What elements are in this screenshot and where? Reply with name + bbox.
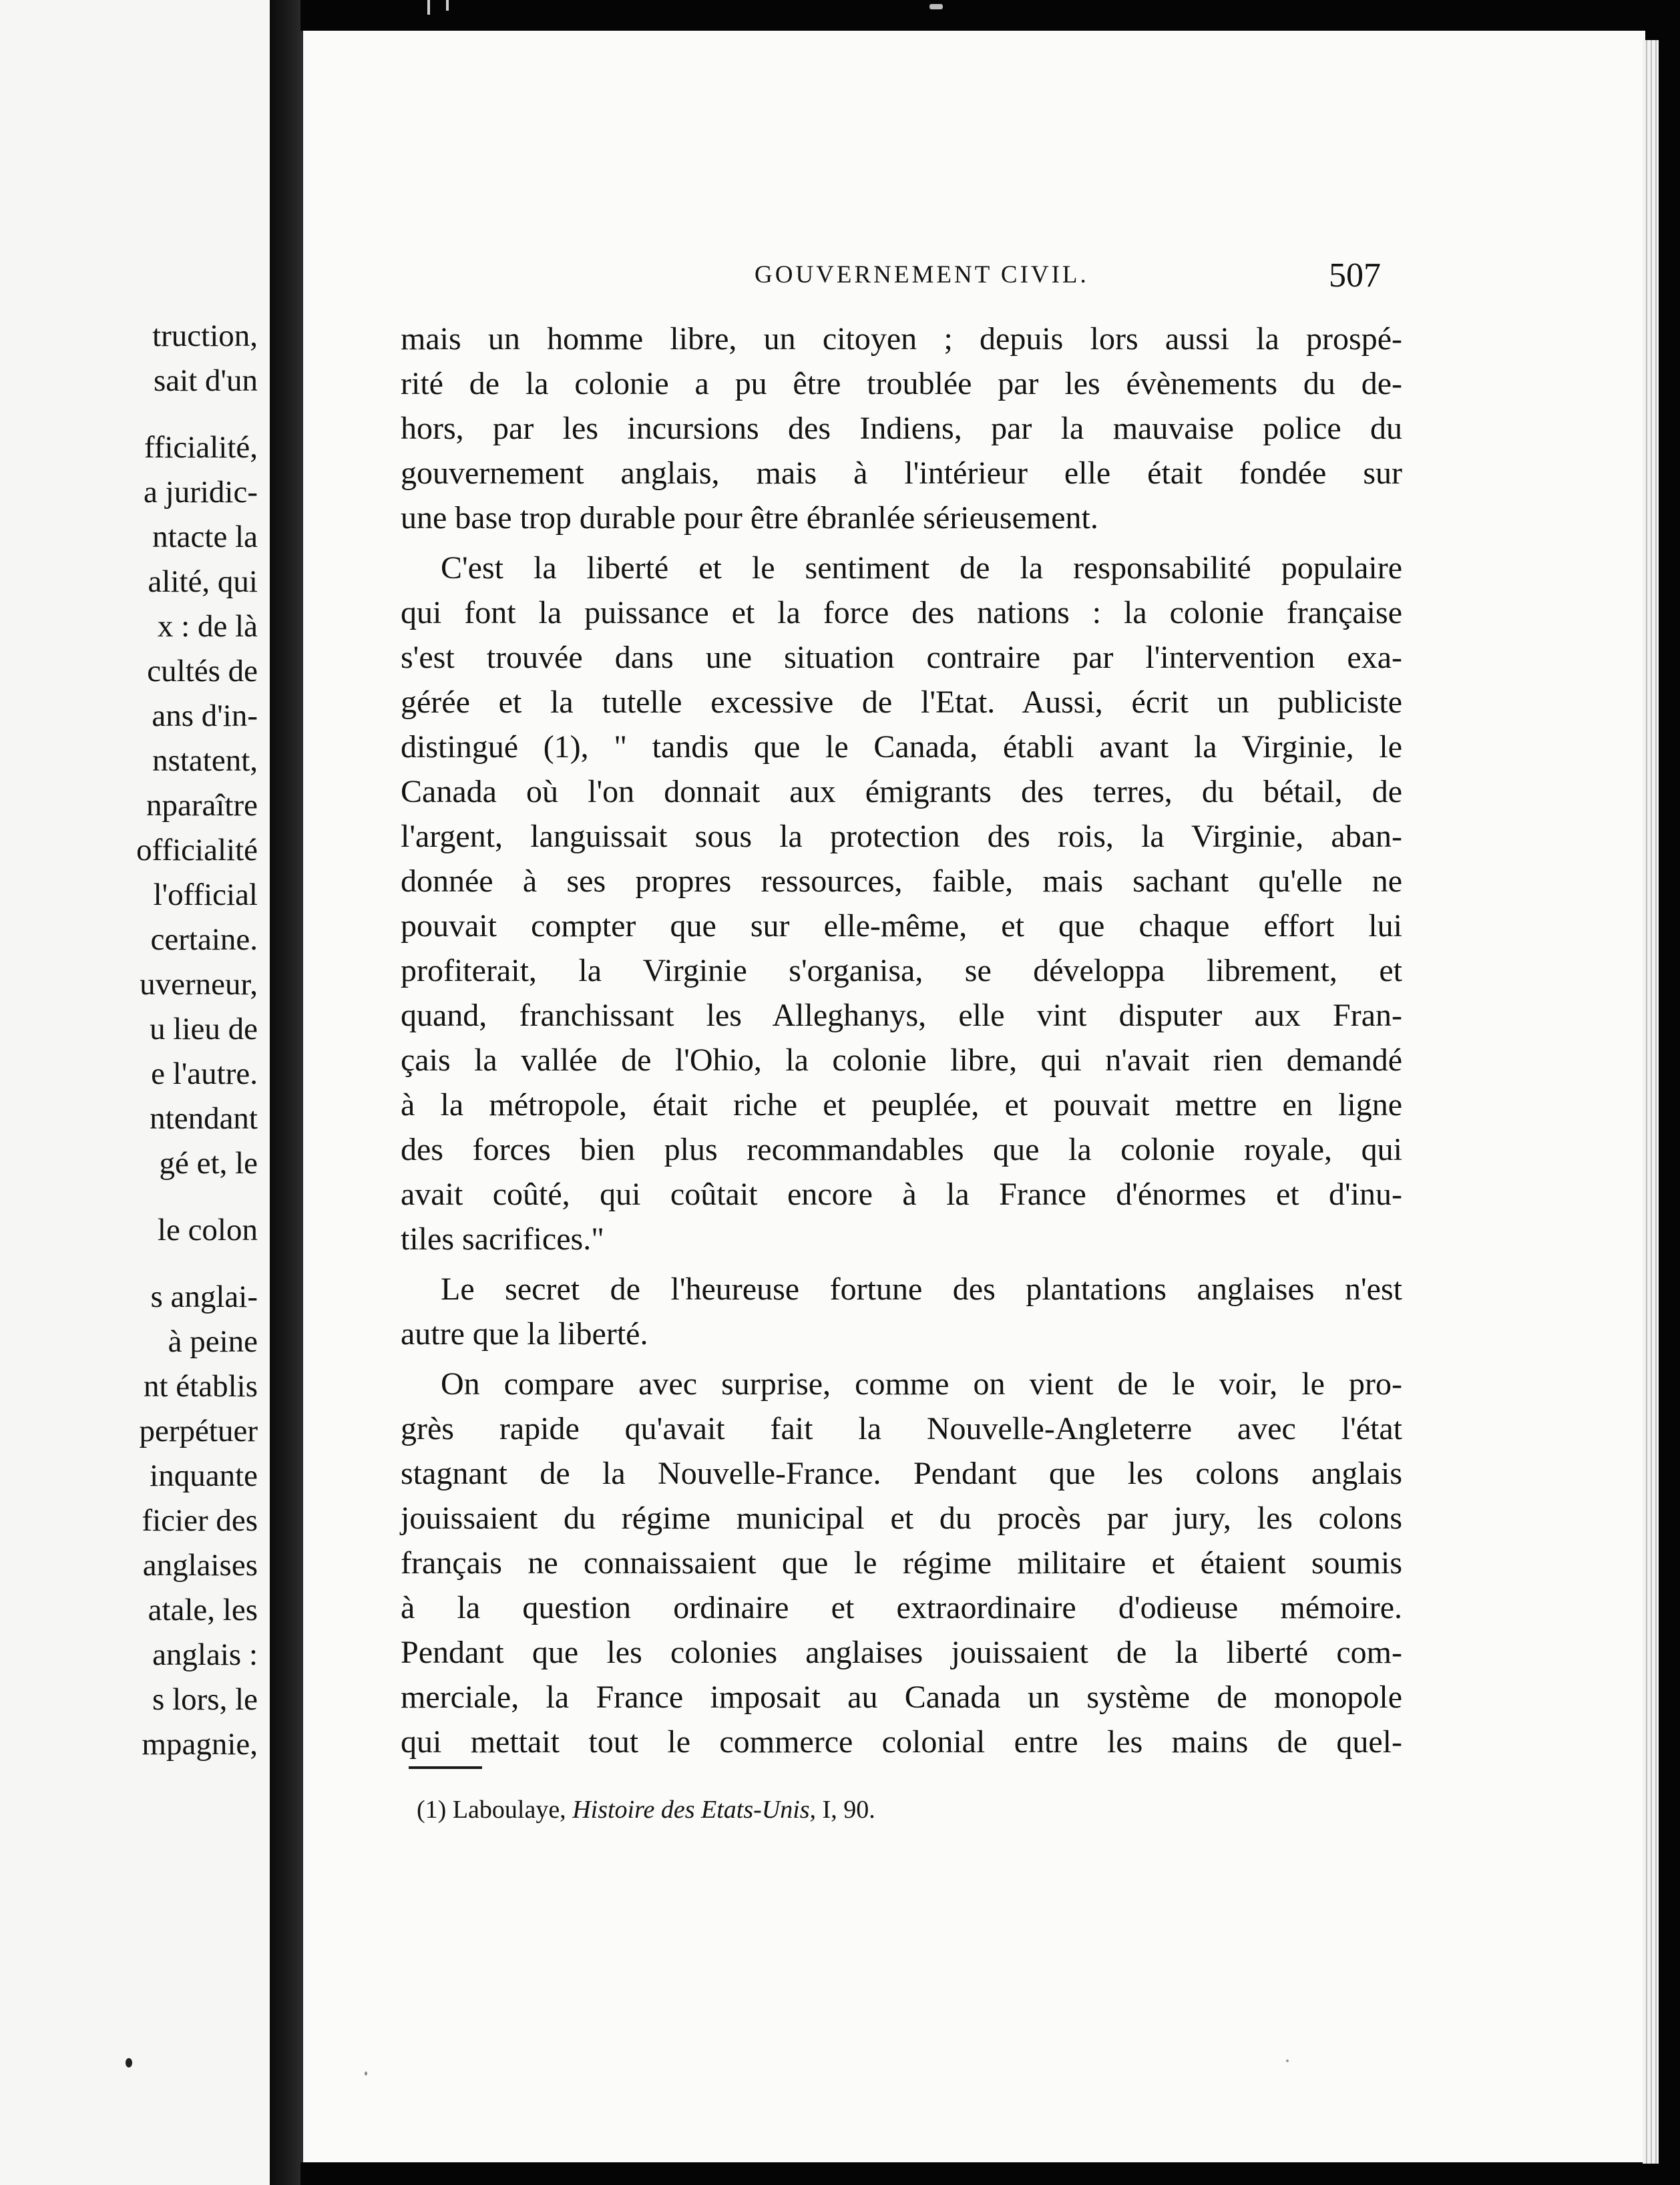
body-line: quand, franchissant les Alleghanys, elle vint disputer aux Fran-	[401, 998, 1402, 1033]
scan-mark	[427, 0, 430, 15]
left-page-line: atale, les	[148, 1593, 258, 1627]
body-line: rité de la colonie a pu être troublée par les évènements du de-	[401, 366, 1402, 401]
footnote-title: Histoire des Etats-Unis,	[572, 1796, 817, 1824]
body-line: gouvernement anglais, mais à l'intérieur elle était fondée sur	[401, 455, 1402, 491]
running-head: GOUVERNEMENT CIVIL.	[755, 261, 1089, 288]
footnote-marker: (1)	[417, 1796, 447, 1824]
left-page-line: perpétuer	[139, 1414, 258, 1448]
left-page-line: alité, qui	[148, 564, 258, 599]
left-page-line: u lieu de	[150, 1012, 258, 1046]
footnote-author: Laboulaye,	[452, 1796, 566, 1824]
body-line: tiles sacrifices."	[401, 1221, 604, 1257]
left-page-line: ntendant	[150, 1101, 258, 1136]
left-page-line: uverneur,	[140, 967, 258, 1002]
body-line: Le secret de l'heureuse fortune des plantations anglaises n'est	[441, 1271, 1402, 1307]
page-number: 507	[1329, 256, 1381, 294]
body-line: qui mettait tout le commerce colonial entre les mains de quel-	[401, 1724, 1402, 1760]
left-page-line: ficier des	[142, 1503, 258, 1538]
body-line: jouissaient du régime municipal et du procès par jury, les colons	[401, 1501, 1402, 1536]
body-line: autre que la liberté.	[401, 1316, 648, 1352]
left-page-line: s anglai-	[150, 1279, 258, 1314]
body-line: l'argent, languissait sous la protection des rois, la Virginie, aban-	[401, 819, 1402, 854]
left-page-line: ntacte la	[152, 520, 258, 554]
scan-speck	[1286, 2059, 1289, 2062]
left-page-line: s lors, le	[152, 1682, 258, 1717]
left-page-line: ans d'in-	[152, 699, 258, 733]
body-line: mais un homme libre, un citoyen ; depuis lors aussi la prospé-	[401, 321, 1402, 357]
scan-mark	[446, 0, 449, 11]
body-line: profiterait, la Virginie s'organisa, se développa librement, et	[401, 953, 1402, 988]
body-text	[401, 317, 1402, 1764]
scan-speck	[126, 2058, 132, 2067]
left-page-line: a juridic-	[144, 475, 258, 510]
body-line: çais la vallée de l'Ohio, la colonie libre, qui n'avait rien demandé	[401, 1042, 1402, 1078]
body-line: stagnant de la Nouvelle-France. Pendant que les colons anglais	[401, 1456, 1402, 1491]
left-page-line: nt établis	[144, 1369, 258, 1404]
body-line: avait coûté, qui coûtait encore à la France d'énormes et d'inu-	[401, 1177, 1402, 1212]
body-line: On compare avec surprise, comme on vient de le voir, le pro-	[441, 1366, 1402, 1402]
left-page-line	[0, 1253, 258, 1275]
left-page-text	[0, 314, 258, 1767]
left-page-line: mpagnie,	[142, 1727, 258, 1762]
body-line: gérée et la tutelle excessive de l'Etat. Aussi, écrit un publiciste	[401, 684, 1402, 720]
left-page-line	[0, 1186, 258, 1208]
body-line: français ne connaissaient que le régime militaire et étaient soumis	[401, 1545, 1402, 1581]
body-line: à la question ordinaire et extraordinaire d'odieuse mémoire.	[401, 1590, 1402, 1625]
body-line: hors, par les incursions des Indiens, par la mauvaise police du	[401, 411, 1402, 446]
scan-speck	[365, 2071, 367, 2075]
footnote-ref: I, 90.	[822, 1796, 875, 1824]
body-line: une base trop durable pour être ébranlée sérieusement.	[401, 500, 1098, 536]
body-line: C'est la liberté et le sentiment de la responsabilité populaire	[441, 550, 1402, 586]
left-page-line: certaine.	[150, 922, 258, 957]
left-page-line: fficialité,	[144, 430, 258, 465]
left-page-line: le colon	[157, 1213, 258, 1247]
left-page-line: cultés de	[147, 654, 258, 688]
left-page-line: x : de là	[157, 609, 258, 644]
body-line: Pendant que les colonies anglaises jouissaient de la liberté com-	[401, 1635, 1402, 1670]
body-line: s'est trouvée dans une situation contraire par l'intervention exa-	[401, 640, 1402, 675]
body-line: donnée à ses propres ressources, faible, mais sachant qu'elle ne	[401, 863, 1402, 899]
footnote-rule	[409, 1766, 482, 1769]
left-page-line: l'official	[153, 877, 258, 912]
body-line: des forces bien plus recommandables que la colonie royale, qui	[401, 1132, 1402, 1167]
left-page-line: anglaises	[142, 1548, 258, 1583]
left-page-line: truction,	[152, 319, 258, 353]
body-line: merciale, la France imposait au Canada un système de monopole	[401, 1679, 1402, 1715]
left-page-line: officialité	[136, 833, 258, 867]
scan-mark	[929, 4, 943, 9]
left-page-line: à peine	[168, 1324, 258, 1359]
book-gutter	[270, 0, 300, 2185]
body-line: à la métropole, était riche et peuplée, et pouvait mettre en ligne	[401, 1087, 1402, 1123]
left-facing-page	[0, 0, 270, 2185]
body-line: pouvait compter que sur elle-même, et que chaque effort lui	[401, 908, 1402, 944]
footnote	[417, 1795, 875, 1824]
page-edge	[1643, 40, 1659, 2164]
left-page-line: inquante	[150, 1458, 258, 1493]
left-page-line: anglais :	[152, 1637, 258, 1672]
body-line: Canada où l'on donnait aux émigrants des terres, du bétail, de	[401, 774, 1402, 809]
body-line: distingué (1), " tandis que le Canada, établi avant la Virginie, le	[401, 729, 1402, 765]
left-page-line: gé et, le	[159, 1146, 258, 1181]
left-page-line: e l'autre.	[151, 1056, 258, 1091]
left-page-line: sait d'un	[154, 363, 258, 398]
body-line: grès rapide qu'avait fait la Nouvelle-Angleterre avec l'état	[401, 1411, 1402, 1446]
left-page-line	[0, 403, 258, 425]
left-page-line: nparaître	[146, 788, 258, 823]
body-line: qui font la puissance et la force des nations : la colonie française	[401, 595, 1402, 630]
left-page-line: nstatent,	[152, 743, 258, 778]
